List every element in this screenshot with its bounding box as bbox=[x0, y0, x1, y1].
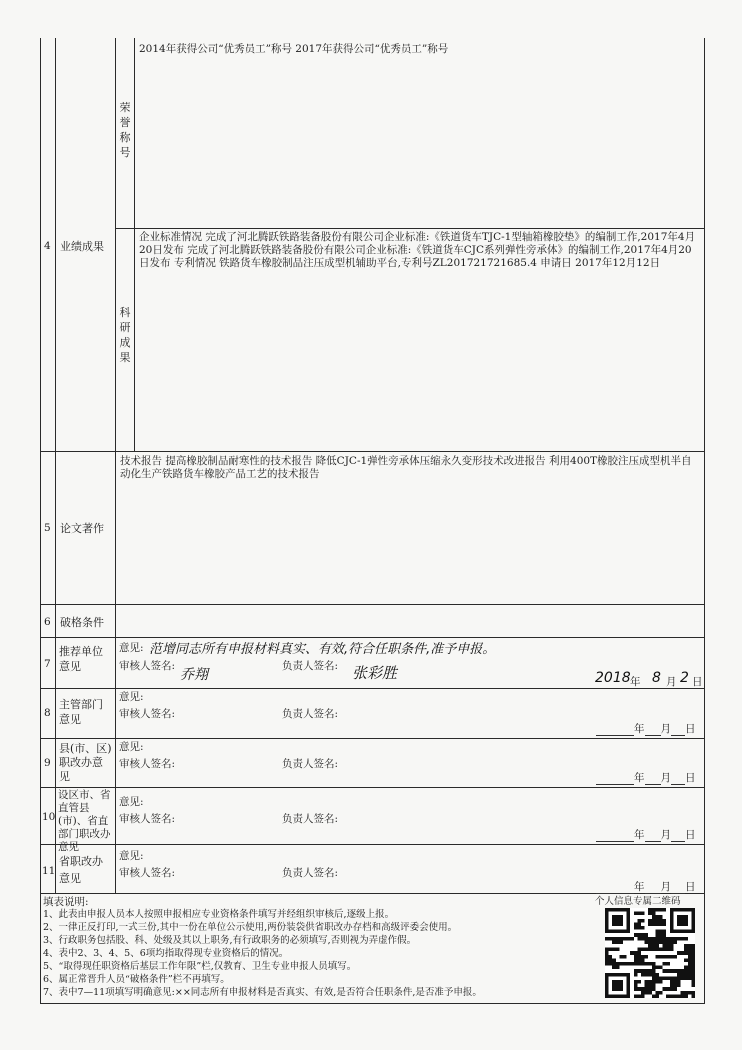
row-line-10 bbox=[40, 787, 704, 788]
row7-leader-label: 负责人签名: bbox=[282, 660, 339, 672]
sub-col-line bbox=[134, 38, 135, 451]
row-line-6 bbox=[40, 604, 704, 605]
row9-leader-label: 负责人签名: bbox=[282, 758, 339, 770]
paper-text: 技术报告 提高橡胶制品耐寒性的技术报告 降低CJC-1弹性旁承体压缩永久变形技术改进报告 利用400T橡胶注压成型机半自动化生产铁路货车橡胶产品工艺的技术报告 bbox=[120, 455, 692, 480]
honor-text: 2014年获得公司“优秀员工”称号 2017年获得公司“优秀员工”称号 bbox=[139, 43, 449, 55]
row8-label: 主管部门意见 bbox=[59, 698, 103, 726]
row6-label: 破格条件 bbox=[60, 616, 104, 629]
frame-bottom bbox=[40, 1003, 705, 1004]
row7-date-day: 2 bbox=[680, 670, 689, 686]
frame-left bbox=[40, 38, 41, 1003]
row10-label: 设区市、省直管县(市)、省直部门职改办意见 bbox=[58, 789, 111, 853]
note-5: 5、“取得现任职资格后基层工作年限”栏,仅教育、卫生专业申报人员填写。 bbox=[43, 961, 357, 972]
row11-number: 11 bbox=[42, 865, 56, 877]
row10-leader-label: 负责人签名: bbox=[282, 813, 339, 825]
row9-label: 县(市、区)职改办意见 bbox=[59, 742, 112, 783]
row5-label: 论文著作 bbox=[60, 522, 104, 535]
note-2: 2、一律正反打印,一式三份,其中一份在单位公示使用,两份装袋供省职改办存档和高级评委会使用。 bbox=[43, 922, 458, 933]
row7-date-month: 8 bbox=[652, 670, 661, 686]
row7-number: 7 bbox=[44, 658, 51, 670]
row4-sub-divider bbox=[115, 228, 704, 229]
row7-reviewer-label: 审核人签名: bbox=[119, 660, 176, 672]
row11-date: 年 月 日 bbox=[596, 881, 696, 894]
honor-label: 荣誉称号 bbox=[119, 101, 131, 159]
row5-number: 5 bbox=[44, 522, 51, 534]
row8-number: 8 bbox=[44, 707, 51, 719]
note-7: 7、表中7—11项填写明确意见:××同志所有申报材料是否真实、有效,是否符合任职条件,是否准予申报。 bbox=[43, 987, 482, 998]
research-text: 企业标准情况 完成了河北腾跃铁路装备股份有限公司企业标准:《铁道货车TJC-1型轴箱橡胶垫》的编制工作,2017年4月20日发布 完成了河北腾跃铁路装备股份有限公司企业标准:《铁道货车CJC系列弹性旁承体》的编制工作,2017年4月20日发布 专利情况 铁路货车橡胶制品注压成型机辅助平台,专利号ZL201721721685.4 申请日 2017年12月12日 bbox=[139, 231, 696, 269]
num-col-line bbox=[55, 38, 56, 893]
row-line-9 bbox=[40, 738, 704, 739]
row11-label: 省职改办意见 bbox=[59, 855, 103, 885]
row7-label: 推荐单位意见 bbox=[59, 645, 103, 673]
note-3: 3、行政职务包括股、科、处级及其以上职务,有行政职务的必须填写,否则视为弄虚作假。 bbox=[43, 935, 417, 946]
row11-leader-label: 负责人签名: bbox=[282, 867, 339, 879]
row6-number: 6 bbox=[44, 616, 51, 628]
frame-right bbox=[704, 38, 705, 1003]
row7-opinion-label: 意见: bbox=[119, 642, 144, 654]
row8-date: 年 月 日 bbox=[596, 723, 696, 736]
row8-leader-label: 负责人签名: bbox=[282, 708, 339, 720]
row-line-8 bbox=[40, 688, 704, 689]
notes-title: 填表说明: bbox=[43, 896, 89, 908]
row9-number: 9 bbox=[44, 757, 51, 769]
row9-reviewer-label: 审核人签名: bbox=[119, 758, 176, 770]
row7-month-unit: 月 bbox=[666, 676, 677, 688]
row7-date-year: 2018 bbox=[595, 670, 631, 686]
row7-reviewer-signature: 乔翔 bbox=[180, 667, 208, 683]
row-line-11 bbox=[40, 844, 704, 845]
row8-reviewer-label: 审核人签名: bbox=[119, 708, 176, 720]
row7-leader-signature: 张彩胜 bbox=[352, 664, 398, 682]
row4-label: 业绩成果 bbox=[60, 240, 104, 253]
row10-date: 年 月 日 bbox=[596, 829, 696, 842]
note-6: 6、属正常晋升人员“破格条件”栏不再填写。 bbox=[43, 974, 230, 985]
note-4: 4、表中2、3、4、5、6项均指取得现专业资格后的情况。 bbox=[43, 948, 289, 959]
row10-reviewer-label: 审核人签名: bbox=[119, 813, 176, 825]
research-label: 科研成果 bbox=[119, 306, 131, 364]
note-1: 1、此表由申报人员本人按照申报相应专业资格条件填写并经组织审核后,逐级上报。 bbox=[43, 909, 395, 920]
row11-opinion-label: 意见: bbox=[119, 850, 144, 862]
row7-opinion-handwriting: 范增同志所有申报材料真实、有效,符合任职条件,准予申报。 bbox=[149, 642, 496, 657]
qr-caption: 个人信息专属二维码 bbox=[595, 896, 681, 907]
row9-opinion-label: 意见: bbox=[119, 741, 144, 753]
row7-day-unit: 日 bbox=[692, 676, 703, 688]
qr-code bbox=[605, 908, 695, 998]
row7-year-unit: 年 bbox=[630, 676, 641, 688]
row9-date: 年 月 日 bbox=[596, 772, 696, 785]
row-line-5 bbox=[40, 451, 704, 452]
row4-number: 4 bbox=[44, 240, 51, 252]
label-col-line bbox=[115, 38, 116, 893]
row10-number: 10 bbox=[42, 811, 56, 823]
row11-reviewer-label: 审核人签名: bbox=[119, 867, 176, 879]
row10-opinion-label: 意见: bbox=[119, 796, 144, 808]
row8-opinion-label: 意见: bbox=[119, 691, 144, 703]
